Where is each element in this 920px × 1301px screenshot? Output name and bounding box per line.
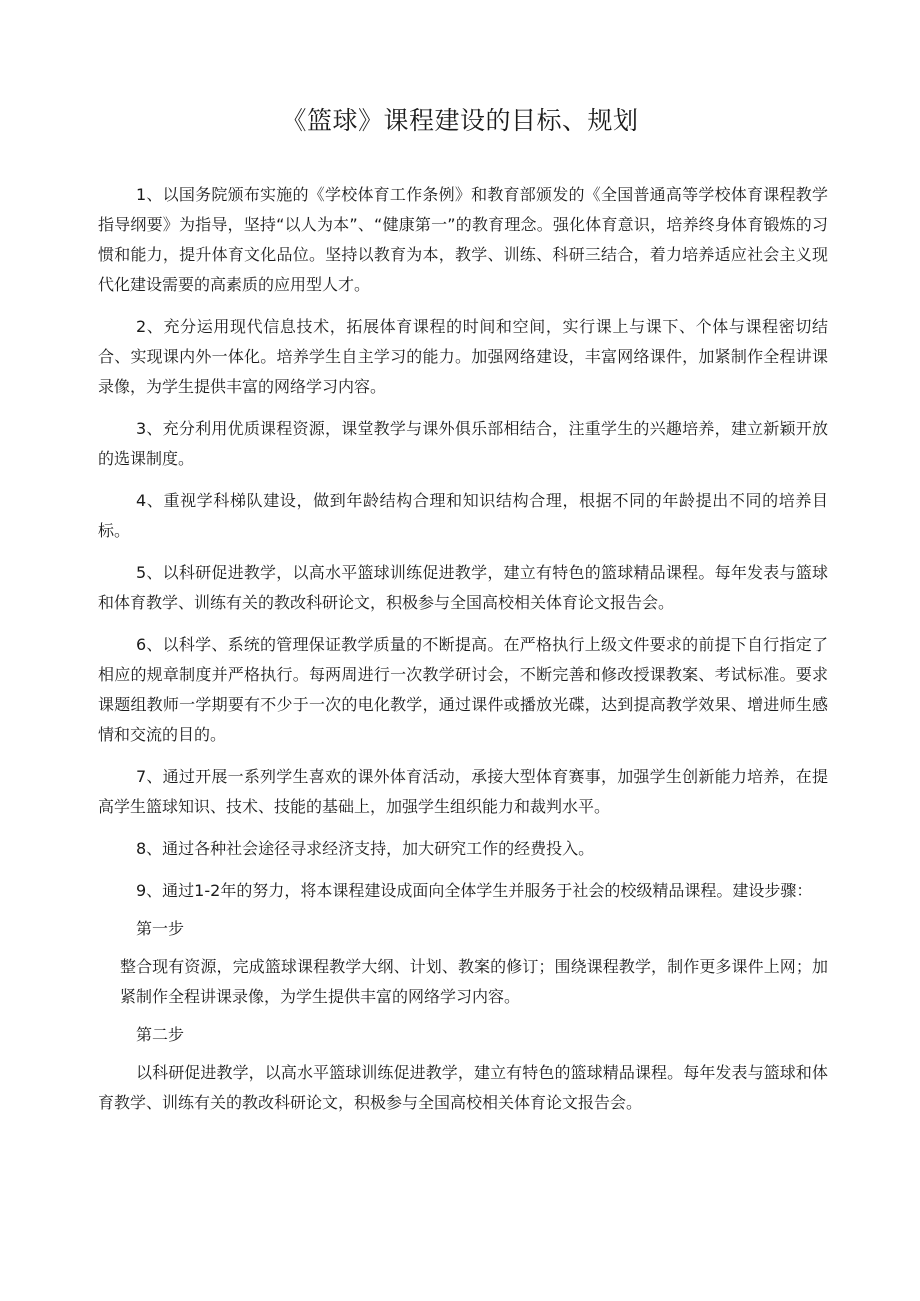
step-1-text: 整合现有资源，完成篮球课程教学大纲、计划、教案的修订；围绕课程教学，制作更多课件上网；加紧制作全程讲课录像，为学生提供丰富的网络学习内容。 xyxy=(120,957,828,1006)
paragraph-9: 9、通过1-2年的努力，将本课程建设成面向全体学生并服务于社会的校级精品课程。建设步骤： xyxy=(136,881,813,900)
paragraph-7: 7、通过开展一系列学生喜欢的课外体育活动，承接大型体育赛事，加强学生创新能力培养，在提高学生篮球知识、技术、技能的基础上，加强学生组织能力和裁判水平。 xyxy=(98,767,828,816)
paragraph-3: 3、充分利用优质课程资源，课堂教学与课外俱乐部相结合，注重学生的兴趣培养，建立新颖开放的选课制度。 xyxy=(98,419,828,468)
step-2-label: 第二步 xyxy=(136,1025,185,1044)
paragraph-8: 8、通过各种社会途径寻求经济支持，加大研究工作的经费投入。 xyxy=(136,839,595,858)
step-1-label: 第一步 xyxy=(136,919,185,938)
step-2-text: 以科研促进教学，以高水平篮球训练促进教学，建立有特色的篮球精品课程。每年发表与篮球和体育教学、训练有关的教改科研论文，积极参与全国高校相关体育论文报告会。 xyxy=(98,1063,828,1112)
paragraph-5: 5、以科研促进教学，以高水平篮球训练促进教学，建立有特色的篮球精品课程。每年发表与篮球和体育教学、训练有关的教改科研论文，积极参与全国高校相关体育论文报告会。 xyxy=(98,563,828,612)
paragraph-6: 6、以科学、系统的管理保证教学质量的不断提高。在严格执行上级文件要求的前提下自行指定了相应的规章制度并严格执行。每两周进行一次教学研讨会，不断完善和修改授课教案、考试标准。要求课题组教师一学期要有不少于一次的电化教学，通过课件或播放光碟，达到提高教学效果、增进师生感情和交流的目的。 xyxy=(98,635,828,744)
paragraph-1: 1、以国务院颁布实施的《学校体育工作条例》和教育部颁发的《全国普通高等学校体育课程教学指导纲要》为指导，坚持“以人为本”、“健康第一”的教育理念。强化体育意识，培养终身体育锻炼的习惯和能力，提升体育文化品位。坚持以教育为本，教学、训练、科研三结合，着力培养适应社会主义现代化建设需要的高素质的应用型人才。 xyxy=(98,185,828,294)
paragraph-4: 4、重视学科梯队建设，做到年龄结构合理和知识结构合理，根据不同的年龄提出不同的培养目标。 xyxy=(98,491,828,540)
document-body xyxy=(98,180,828,1126)
page-title: 《篮球》课程建设的目标、规划 xyxy=(281,106,639,135)
paragraph-2: 2、充分运用现代信息技术，拓展体育课程的时间和空间，实行课上与课下、个体与课程密切结合、实现课内外一体化。培养学生自主学习的能力。加强网络建设，丰富网络课件，加紧制作全程讲课录像，为学生提供丰富的网络学习内容。 xyxy=(98,317,828,396)
